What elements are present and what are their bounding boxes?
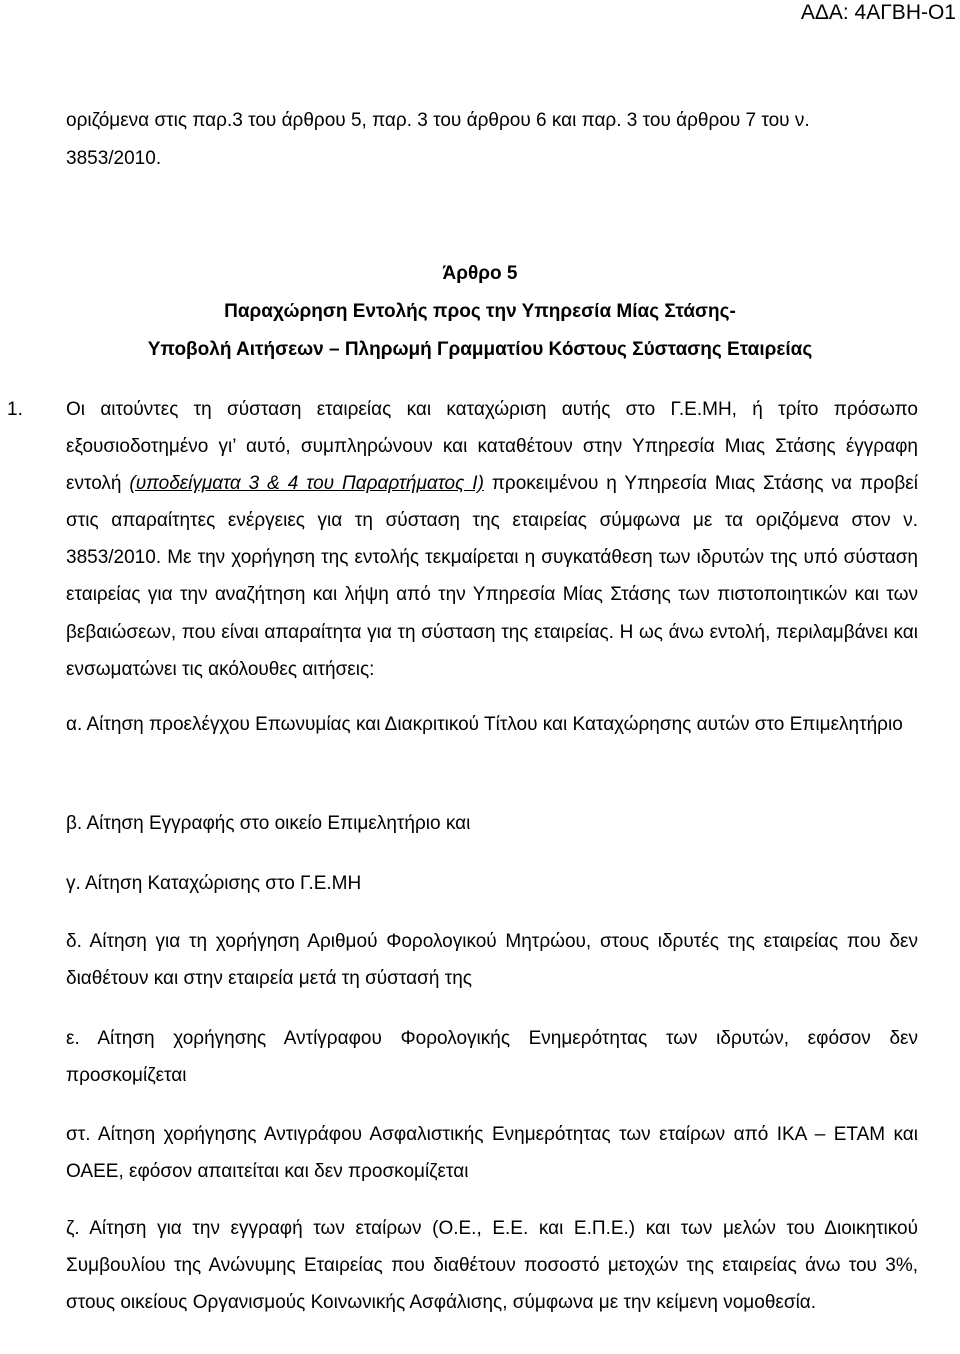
list-item-z: ζ. Αίτηση για την εγγραφή των εταίρων (Ο.Ε., Ε.Ε. και Ε.Π.Ε.) και των μελών του Διοικητικού Συμβουλίου της Ανώνυμης Εταιρείας που διαθέτουν ποσοστό μετοχών της εταιρείας άνω του 3%, στους οικείους Οργανισμούς Κοινωνικής Ασφάλισης, σύμφωνα με την κείμενη νομοθεσία. xyxy=(66,1218,918,1313)
intro-text: οριζόμενα στις παρ.3 του άρθρου 5, παρ. 3 του άρθρου 6 και παρ. 3 του άρθρου 7 του ν. 3853/2010. xyxy=(66,110,810,169)
paragraph-1 xyxy=(7,391,918,688)
ada-code: ΑΔΑ: 4ΑΓΒΗ-Ο1 xyxy=(800,1,956,24)
paragraph-number: 1. xyxy=(7,399,23,420)
article-number: Άρθρο 5 xyxy=(442,263,518,284)
list-item-a: α. Αίτηση προελέγχου Επωνυμίας και Διακριτικού Τίτλου και Καταχώρησης αυτών στο Επιμελητήριο xyxy=(66,714,903,735)
paragraph-text-a: Οι αιτούντες τη σύσταση εταιρείας και καταχώριση αυτής στο Γ.Ε.ΜΗ, ή τρίτο πρόσωπο εξουσιοδοτημένο γι’ αυτό, συμπληρώνουν και καταθέτουν στην Υπηρεσία Μιας Στάσης έγγραφη εντολή xyxy=(66,399,918,495)
paragraph-text-b: προκειμένου η Υπηρεσία Μιας Στάσης να προβεί στις απαραίτητες ενέργειες για τη σύσταση της εταιρείας σύμφωνα με τα οριζόμενα στον ν. 3853/2010. Με την χορήγηση της εντολής τεκμαίρεται η συγκατάθεση των ιδρυτών της υπό σύσταση εταιρείας για την αναζήτηση και λήψη από την Υπηρεσία Μίας Στάσης των πιστοποιητικών και των βεβαιώσεων, που είναι απαραίτητα για τη σύσταση της εταιρείας. Η ως άνω εντολή, περιλαμβάνει και ενσωματώνει τις ακόλουθες αιτήσεις: xyxy=(66,473,918,680)
list-item-c: γ. Αίτηση Καταχώρισης στο Γ.Ε.ΜΗ xyxy=(66,873,362,894)
list-item-d: δ. Αίτηση για τη χορήγηση Αριθμού Φορολογικού Μητρώου, στους ιδρυτές της εταιρείας που δεν διαθέτουν και στην εταιρεία μετά τη σύστασή της xyxy=(66,931,918,989)
list-item-st: στ. Αίτηση χορήγησης Αντιγράφου Ασφαλιστικής Ενημερότητας των εταίρων από ΙΚΑ – ΕΤΑΜ και ΟΑΕΕ, εφόσον απαιτείται και δεν προσκομίζεται xyxy=(66,1124,918,1182)
article-heading xyxy=(0,255,960,369)
list-item-e: ε. Αίτηση χορήγησης Αντίγραφου Φορολογικής Ενημερότητας των ιδρυτών, εφόσον δεν προσκομίζεται xyxy=(66,1028,918,1086)
article-title-line1: Παραχώρηση Εντολής προς την Υπηρεσία Μίας Στάσης- xyxy=(224,301,736,322)
list-item-b: β. Αίτηση Εγγραφής στο οικείο Επιμελητήριο και xyxy=(66,813,471,834)
paragraph-reference: (υποδείγματα 3 & 4 του Παραρτήματος Ι) xyxy=(129,473,484,495)
article-title-line2: Υποβολή Αιτήσεων – Πληρωμή Γραμματίου Κόστους Σύστασης Εταιρείας xyxy=(147,339,813,360)
